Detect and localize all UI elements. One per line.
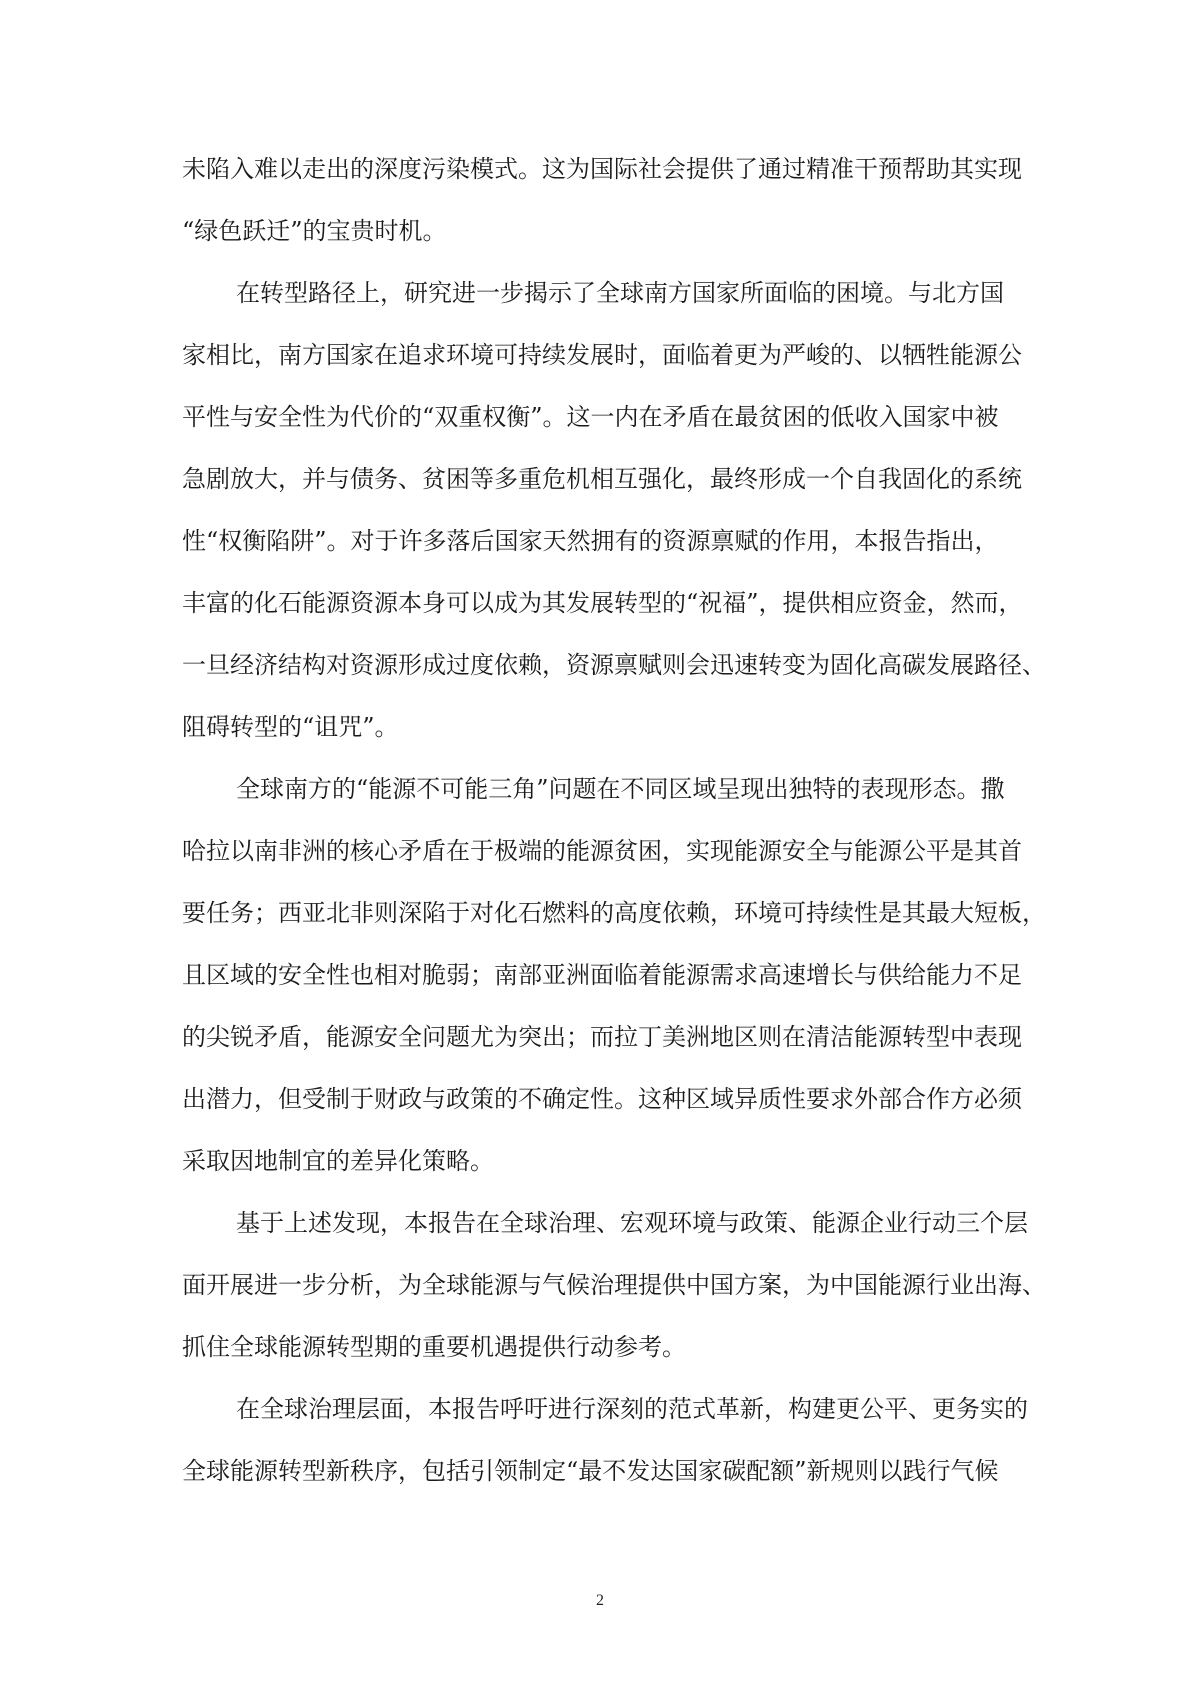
text-line: 出潜力，但受制于财政与政策的不确定性。这种区域异质性要求外部合作方必须 (182, 1085, 1022, 1113)
paragraph-start: 基于上述发现，本报告在全球治理、宏观环境与政策、能源企业行动三个层 (236, 1209, 1028, 1237)
text-line: 全球能源转型新秩序，包括引领制定“最不发达国家碳配额”新规则以践行气候 (182, 1457, 999, 1485)
text-line: 采取因地制宜的差异化策略。 (182, 1147, 494, 1175)
text-line: 平性与安全性为代价的“双重权衡”。这一内在矛盾在最贫困的低收入国家中被 (182, 403, 999, 431)
text-line: 阻碍转型的“诅咒”。 (182, 713, 399, 741)
text-line: 一旦经济结构对资源形成过度依赖，资源禀赋则会迅速转变为固化高碳发展路径、 (182, 651, 1046, 679)
text-line: 要任务；西亚北非则深陷于对化石燃料的高度依赖，环境可持续性是其最大短板， (182, 899, 1046, 927)
paragraph-start: 在全球治理层面，本报告呼吁进行深刻的范式革新，构建更公平、更务实的 (236, 1395, 1028, 1423)
paragraph-start: 在转型路径上，研究进一步揭示了全球南方国家所面临的困境。与北方国 (236, 279, 1004, 307)
text-line: “绿色跃迁”的宝贵时机。 (182, 217, 447, 245)
text-line: 丰富的化石能源资源本身可以成为其发展转型的“祝福”，提供相应资金，然而， (182, 589, 1023, 617)
text-line: 抓住全球能源转型期的重要机遇提供行动参考。 (182, 1333, 686, 1361)
text-line: 哈拉以南非洲的核心矛盾在于极端的能源贫困，实现能源安全与能源公平是其首 (182, 837, 1022, 865)
text-line: 性“权衡陷阱”。对于许多落后国家天然拥有的资源禀赋的作用，本报告指出， (182, 527, 999, 555)
text-line: 未陷入难以走出的深度污染模式。这为国际社会提供了通过精准干预帮助其实现 (182, 155, 1022, 183)
text-line: 的尖锐矛盾，能源安全问题尤为突出；而拉丁美洲地区则在清洁能源转型中表现 (182, 1023, 1022, 1051)
text-line: 家相比，南方国家在追求环境可持续发展时，面临着更为严峻的、以牺牲能源公 (182, 341, 1022, 369)
paragraph-start: 全球南方的“能源不可能三角”问题在不同区域呈现出独特的表现形态。撒 (236, 775, 1005, 803)
text-line: 面开展进一步分析，为全球能源与气候治理提供中国方案，为中国能源行业出海、 (182, 1271, 1046, 1299)
body-text (182, 153, 1046, 1517)
page-number: 2 (596, 1592, 604, 1609)
text-line: 且区域的安全性也相对脆弱；南部亚洲面临着能源需求高速增长与供给能力不足 (182, 961, 1022, 989)
text-line: 急剧放大，并与债务、贫困等多重危机相互强化，最终形成一个自我固化的系统 (182, 465, 1022, 493)
